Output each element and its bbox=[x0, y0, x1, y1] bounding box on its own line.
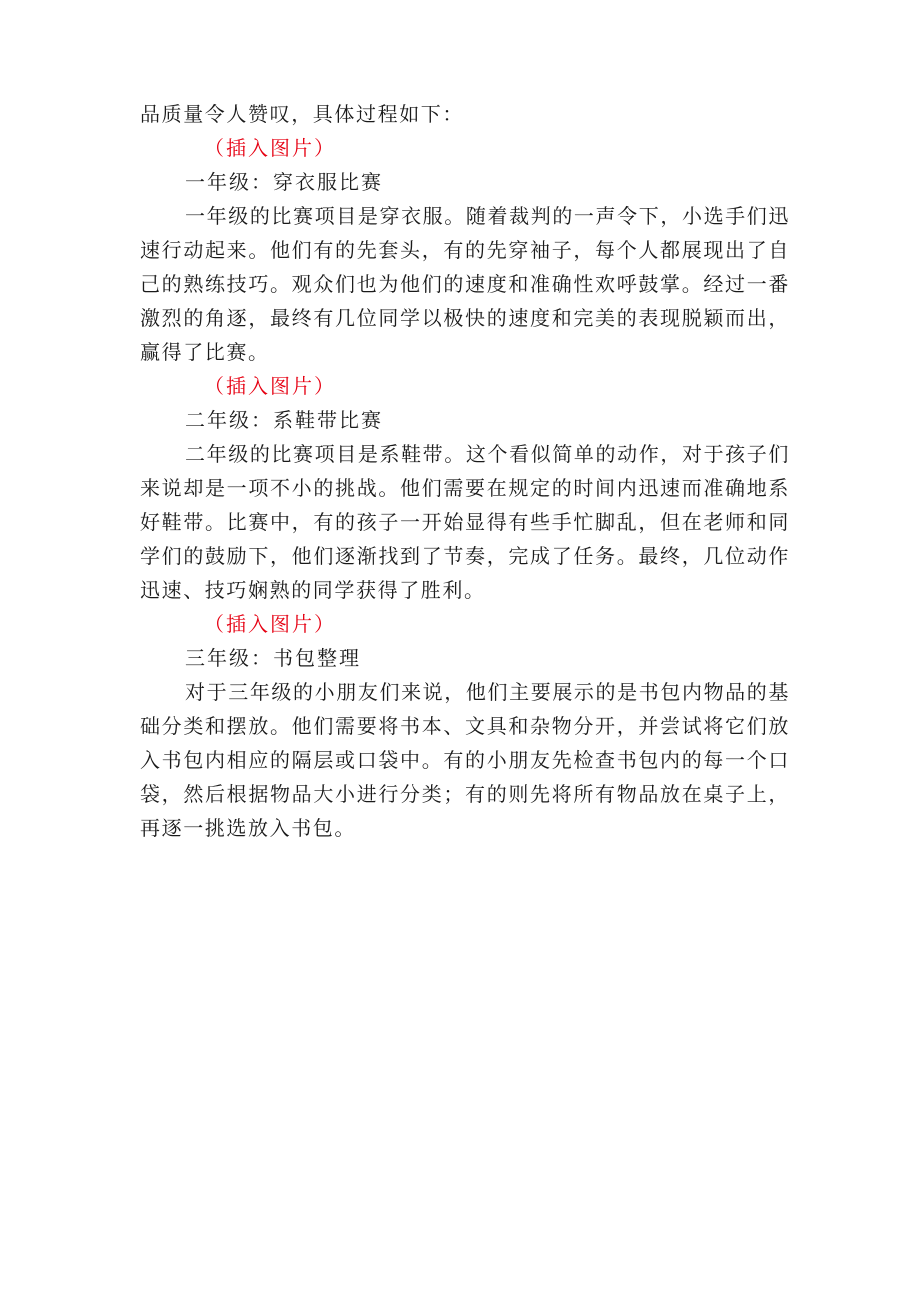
grade2-paragraph: 二年级的比赛项目是系鞋带。这个看似简单的动作，对于孩子们来说却是一项不小的挑战。他们需要在规定的时间内迅速而准确地系好鞋带。比赛中，有的孩子一开始显得有些手忙脚乱，但在老师和同学们的鼓励下，他们逐渐找到了节奏，完成了任务。最终，几位动作迅速、技巧娴熟的同学获得了胜利。 bbox=[140, 442, 790, 602]
document-body bbox=[140, 97, 790, 845]
image-placeholder-3: （插入图片） bbox=[204, 612, 336, 636]
image-placeholder-1: （插入图片） bbox=[204, 136, 336, 160]
image-placeholder-2: （插入图片） bbox=[204, 374, 336, 398]
grade3-heading: 三年级：书包整理 bbox=[185, 646, 361, 670]
grade1-paragraph: 一年级的比赛项目是穿衣服。随着裁判的一声令下，小选手们迅速行动起来。他们有的先套头，有的先穿袖子，每个人都展现出了自己的熟练技巧。观众们也为他们的速度和准确性欢呼鼓掌。经过一番激烈的角逐，最终有几位同学以极快的速度和完美的表现脱颖而出，赢得了比赛。 bbox=[140, 204, 790, 364]
grade2-heading: 二年级：系鞋带比赛 bbox=[185, 408, 383, 432]
grade1-heading: 一年级：穿衣服比赛 bbox=[185, 170, 383, 194]
intro-line: 品质量令人赞叹，具体过程如下： bbox=[140, 102, 464, 126]
grade3-paragraph: 对于三年级的小朋友们来说，他们主要展示的是书包内物品的基础分类和摆放。他们需要将书本、文具和杂物分开，并尝试将它们放入书包内相应的隔层或口袋中。有的小朋友先检查书包内的每一个口袋，然后根据物品大小进行分类；有的则先将所有物品放在桌子上，再逐一挑选放入书包。 bbox=[140, 680, 790, 840]
